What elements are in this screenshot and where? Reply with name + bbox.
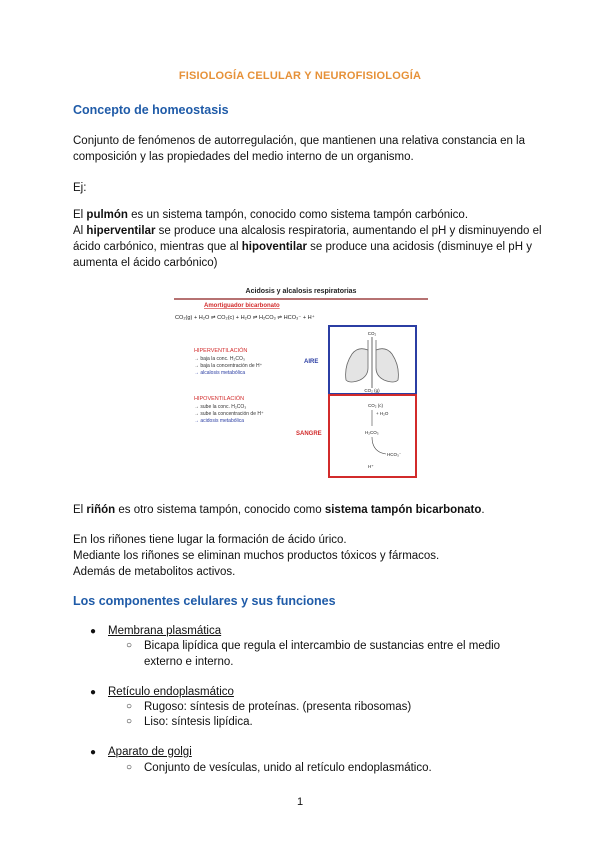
kidney-text-2: es otro sistema tampón, conocido como (115, 504, 325, 516)
bullet-dot-2: ● (90, 687, 97, 698)
bullet-dot-3: ● (90, 747, 97, 758)
lung-text-6: se produce una acidosis (disminuye el pH y (306, 241, 532, 253)
list-subitem-golgi: Conjunto de vesículas, unido al retículo endoplasmático. (144, 762, 432, 774)
lung-text-2: es un sistema tampón, conocido como sistema tampón carbónico. (127, 209, 469, 221)
kidney-line-3: Además de metabolitos activos. (73, 566, 236, 578)
kidney-paragraph-2 (73, 532, 533, 580)
lung-text: El (73, 209, 87, 221)
hyper-line-2: → baja la concentración de H⁺ (194, 363, 263, 369)
heading-homeostasis: Concepto de homeostasis (73, 103, 229, 117)
kidney-bold-rinon: riñón (86, 504, 116, 516)
list-item-membrana: Membrana plasmática (108, 625, 222, 637)
hco3-label: HCO₃⁻ (387, 452, 402, 457)
co2-top-label: CO₂ (367, 331, 377, 336)
sub-bullet-circle-1: ○ (126, 640, 133, 651)
list-item-golgi: Aparato de golgi (108, 746, 192, 758)
bullet-dot-1: ● (90, 626, 97, 637)
hypo-line-1: → sube la conc. H₂CO₃ (194, 404, 247, 410)
sub-line-2: externo e interno. (144, 656, 234, 668)
aire-box (329, 326, 416, 394)
hyper-title: HIPERVENTILACIÓN (194, 348, 248, 354)
co2g-label: CO₂ (g) (364, 388, 380, 393)
diagram-subtitle: Amortiguador bicarbonato (204, 303, 280, 309)
lung-text-3: Al (73, 225, 87, 237)
sub-bullet-circle-2: ○ (126, 701, 133, 712)
kidney-line-2: Mediante los riñones se eliminan muchos productos tóxicos y fármacos. (73, 550, 440, 562)
kidney-text: El (73, 504, 87, 516)
sub-line-1: Bicapa lipídica que regula el intercambio de sustancias entre el medio (144, 640, 501, 652)
definition-line-1: Conjunto de fenómenos de autorregulación, que mantienen una relativa constancia en la (73, 135, 526, 147)
sangre-label: SANGRE (296, 431, 322, 437)
definition-line-2: composición y las propiedades del medio interno de un organismo. (73, 151, 414, 163)
kidney-text-3: . (481, 504, 485, 516)
lungs-icon (346, 337, 399, 388)
page-number: 1 (296, 796, 304, 808)
list-subitem-rugoso: Rugoso: síntesis de proteínas. (presenta ribosomas) (144, 701, 412, 713)
lung-bold-hiperventilar: hiperventilar (86, 225, 156, 237)
kidney-paragraph-1 (73, 502, 543, 518)
sub-bullet-circle-4: ○ (126, 762, 133, 773)
list-item-reticulo: Retículo endoplasmático (108, 686, 234, 698)
lung-text-4: se produce una alcalosis respiratoria, aumentando el pH y disminuyendo el (155, 225, 542, 237)
h2co3-label: H₂CO₃ (365, 430, 379, 435)
example-label: Ej: (73, 182, 87, 194)
kidney-line-1: En los riñones tiene lugar la formación de ácido úrico. (73, 534, 347, 546)
hypo-line-2: → sube la concentración de H⁺ (194, 411, 264, 417)
hypo-line-3: → acidosis metabólica (194, 418, 245, 424)
h2o-label: + H₂O (376, 411, 389, 416)
respiratory-acidosis-diagram (172, 280, 430, 480)
sub-bullet-circle-3: ○ (126, 716, 133, 727)
kidney-bold-system: sistema tampón bicarbonato (324, 504, 482, 516)
list-subitem-liso: Liso: síntesis lipídica. (144, 716, 253, 728)
document-title: FISIOLOGÍA CELULAR Y NEUROFISIOLOGÍA (178, 70, 422, 82)
diagram-equation: CO₂(g) + H₂O ⇌ CO₂(c) + H₂O ⇌ H₂CO₃ ⇌ HCO₃⁻ + H⁺ (175, 315, 315, 321)
list-subitem-membrana-1 (144, 638, 534, 670)
hyper-line-3: → alcalosis metabólica (194, 370, 246, 376)
lung-text-7: aumenta el ácido carbónico) (73, 257, 218, 269)
hyper-line-1: → baja la conc. H₂CO₃ (194, 356, 245, 362)
aire-label: AIRE (304, 359, 319, 365)
lung-paragraph (73, 207, 543, 271)
diagram-title: Acidosis y alcalosis respiratorias (245, 288, 357, 295)
hypo-title: HIPOVENTILACIÓN (194, 396, 245, 402)
lung-bold-hipoventilar: hipoventilar (241, 241, 307, 253)
definition-paragraph (73, 133, 543, 165)
lung-bold-pulmon: pulmón (86, 209, 128, 221)
co2c-label: CO₂ (c) (368, 403, 383, 408)
arrow-curve (372, 437, 386, 454)
hplus-label: H⁺ (368, 464, 374, 469)
heading-cell-components: Los componentes celulares y sus funciones (73, 594, 336, 608)
lung-text-5: ácido carbónico, mientras que al (73, 241, 242, 253)
